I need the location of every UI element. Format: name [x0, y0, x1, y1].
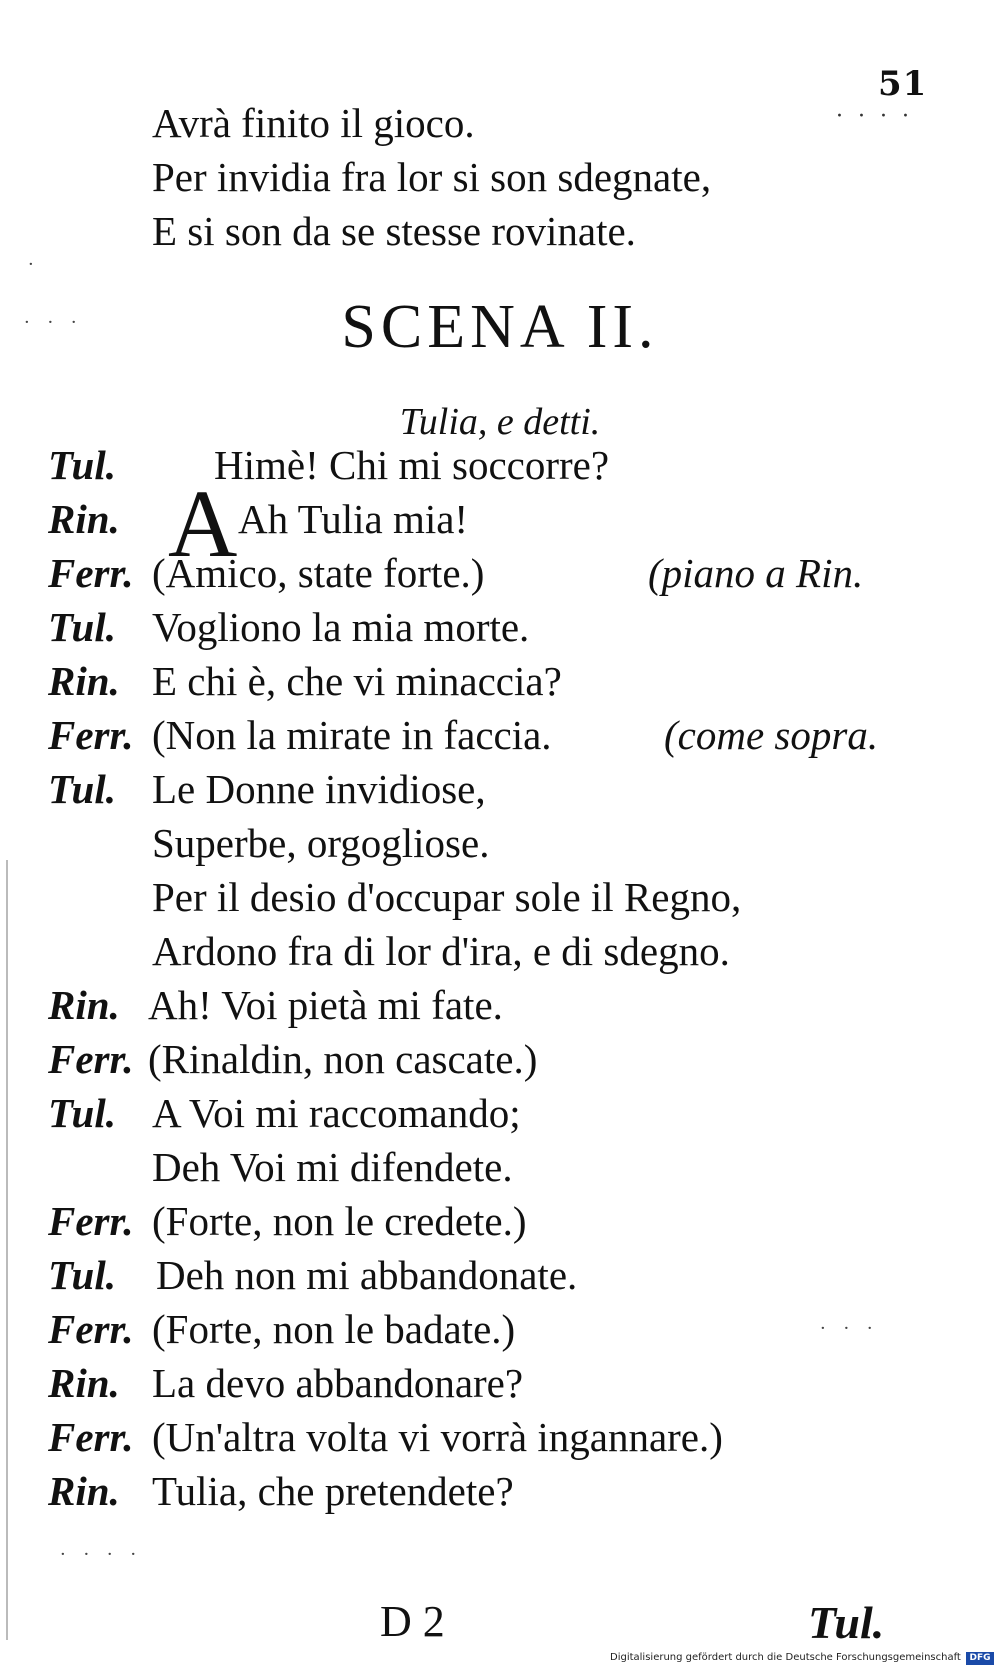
speech-text: (Un'altra volta vi vorrà ingannare.) — [152, 1414, 723, 1460]
speech-text: A Voi mi raccomando; — [152, 1090, 521, 1136]
speaker-label: Rin. — [48, 1468, 120, 1514]
speaker-label: Tul. — [48, 766, 116, 812]
speech-text: (Rinaldin, non cascate.) — [148, 1036, 538, 1082]
dialogue-line — [48, 1250, 577, 1300]
speaker-label: Ferr. — [48, 1306, 134, 1352]
speech-text: Deh non mi abbandonate. — [156, 1252, 578, 1298]
speech-text: Tulia, che pretendete? — [152, 1468, 514, 1514]
dialogue-line — [48, 656, 562, 706]
dialogue-line — [48, 494, 468, 544]
dialogue-line — [48, 1196, 527, 1246]
dialogue-line — [48, 602, 529, 652]
opening-line-1: Avrà finito il gioco. — [152, 100, 475, 146]
opening-line-3: E si son da se stesse rovinate. — [152, 208, 636, 254]
ink-specks: · · · — [820, 1318, 879, 1339]
speaker-label: Rin. — [48, 1360, 120, 1406]
ink-specks: · · · — [24, 312, 83, 333]
ink-specks: · · · · — [60, 1544, 143, 1565]
scene-characters: Tulia, e detti. — [399, 401, 601, 443]
speaker-label: Ferr. — [48, 712, 134, 758]
speaker-label: Ferr. — [48, 550, 134, 596]
speech-text: (Non la mirate in faccia. — [152, 712, 552, 758]
dialogue-line — [48, 548, 484, 598]
dialogue-line — [48, 980, 503, 1030]
dialogue-line — [48, 1034, 537, 1084]
dialogue-continuation: Per il desio d'occupar sole il Regno, — [152, 874, 742, 920]
dialogue-line — [48, 710, 552, 760]
dialogue-line — [48, 440, 609, 490]
speech-text: Ah Tulia mia! — [238, 496, 469, 542]
speech-text: E chi è, che vi minaccia? — [152, 658, 562, 704]
dfg-logo: DFG — [966, 1652, 994, 1665]
page-edge-shadow — [6, 860, 8, 1640]
signature-mark: D 2 — [380, 1597, 445, 1646]
speaker-label: Rin. — [48, 496, 120, 542]
stage-direction: (piano a Rin. — [648, 550, 864, 596]
dialogue-continuation: Superbe, orgogliose. — [152, 820, 490, 866]
speech-text: Le Donne invidiose, — [152, 766, 486, 812]
page-number: 51 — [878, 64, 928, 104]
speaker-label: Ferr. — [48, 1036, 134, 1082]
speaker-label: Rin. — [48, 982, 120, 1028]
scene-title: SCENA II. — [341, 293, 659, 361]
speech-text: (Amico, state forte.) — [152, 550, 485, 596]
dialogue-line — [48, 1088, 521, 1138]
digitization-credit: Digitalisierung gefördert durch die Deutsche Forschungsgemeinschaft — [610, 1652, 961, 1663]
dialogue-line — [48, 1304, 515, 1354]
dialogue-line — [48, 764, 486, 814]
speech-text: La devo abbandonare? — [152, 1360, 524, 1406]
speaker-label: Rin. — [48, 658, 120, 704]
opening-line-2: Per invidia fra lor si son sdegnate, — [152, 154, 712, 200]
speech-text: Vogliono la mia morte. — [152, 604, 530, 650]
dialogue-line — [48, 1358, 523, 1408]
speaker-label: Tul. — [48, 1252, 116, 1298]
ink-specks: · · · · — [836, 104, 913, 129]
dialogue-continuation: Ardono fra di lor d'ira, e di sdegno. — [152, 928, 730, 974]
stage-direction: (come sopra. — [664, 712, 879, 758]
speaker-label: Ferr. — [48, 1198, 134, 1244]
speech-text: Himè! Chi mi soccorre? — [214, 442, 610, 488]
speech-text: (Forte, non le badate.) — [152, 1306, 516, 1352]
dialogue-continuation: Deh Voi mi difendete. — [152, 1144, 513, 1190]
speaker-label: Tul. — [48, 442, 116, 488]
speaker-label: Tul. — [48, 1090, 116, 1136]
ink-specks: · — [28, 254, 40, 275]
speaker-label: Ferr. — [48, 1414, 134, 1460]
speech-text: Ah! Voi pietà mi fate. — [148, 982, 503, 1028]
catchword: Tul. — [808, 1597, 885, 1648]
drop-cap: A — [168, 470, 238, 577]
dialogue-line — [48, 1412, 723, 1462]
speaker-label: Tul. — [48, 604, 116, 650]
dialogue-line — [48, 1466, 514, 1516]
speech-text: (Forte, non le credete.) — [152, 1198, 527, 1244]
